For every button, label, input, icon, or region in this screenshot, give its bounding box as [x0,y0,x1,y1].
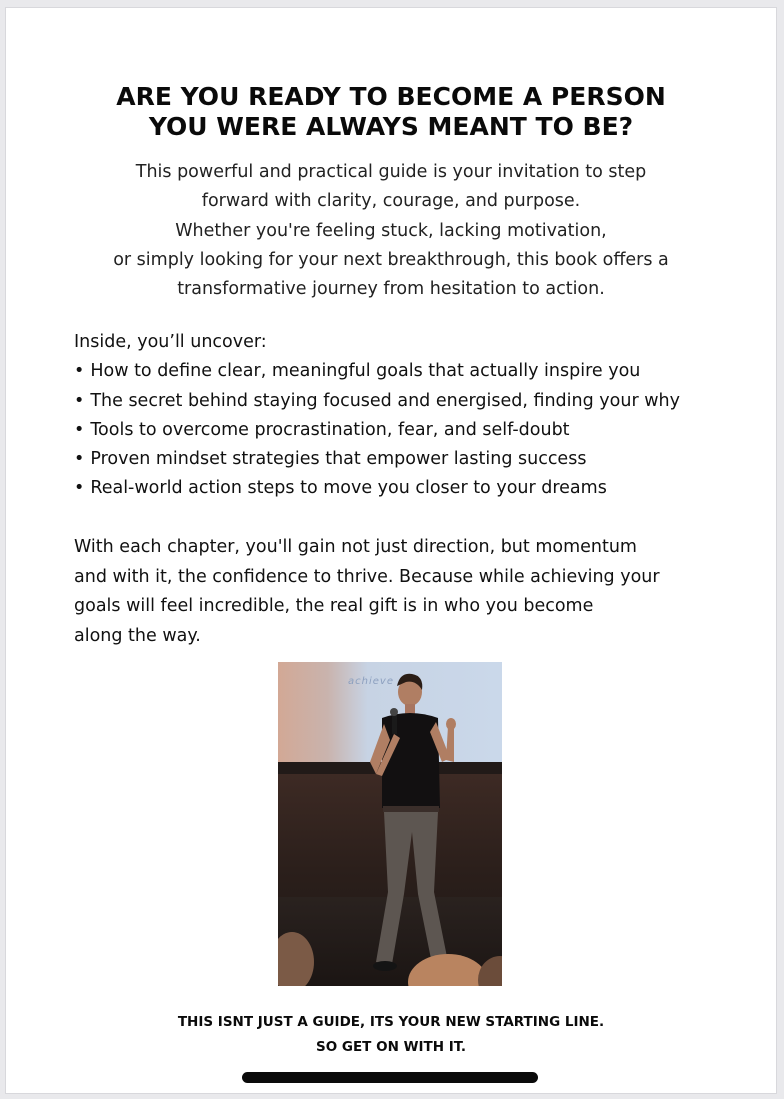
closing-tagline [6,1010,776,1060]
speaker-photo [278,662,502,986]
closing-line: With each chapter, you'll gain not just direction, but momentum [74,537,637,557]
speaker-figure [278,662,502,986]
closing-line: goals will feel incredible, the real gift is in who you become [74,596,594,616]
list-item: • The secret behind staying focused and energised, finding your why [74,387,764,416]
intro-line: or simply looking for your next breakthrough, this book offers a [113,249,669,270]
headline-line-1: ARE YOU READY TO BECOME A PERSON [116,82,666,111]
intro-line: transformative journey from hesitation to action. [177,279,605,300]
closing-line: along the way. [74,625,201,646]
page-headline [6,82,776,142]
intro-line: forward with clarity, courage, and purpose. [201,191,581,212]
list-item: • How to define clear, meaningful goals that actually inspire you [74,357,764,386]
intro-line: Whether you're feeling stuck, lacking motivation, [175,220,607,241]
list-item: • Real-world action steps to move you closer to your dreams [74,474,764,503]
document-page [6,8,776,1093]
intro-paragraph [6,158,776,304]
uncover-section [74,328,764,504]
tagline-line-2: SO GET ON WITH IT. [315,1039,467,1055]
list-item: • Proven mindset strategies that empower lasting success [74,445,764,474]
closing-paragraph [74,533,764,651]
headline-line-2: YOU WERE ALWAYS MEANT TO BE? [148,112,634,141]
closing-line: and with it, the confidence to thrive. Because while achieving your [74,566,660,587]
uncover-lead: Inside, you’ll uncover: [74,332,267,352]
photo-screen-text: achieve [348,676,394,687]
tagline-line-1: THIS ISNT JUST A GUIDE, ITS YOUR NEW STARTING LINE. [177,1014,605,1030]
uncover-list [74,357,764,503]
list-item: • Tools to overcome procrastination, fear, and self-doubt [74,416,764,445]
intro-line: This powerful and practical guide is your invitation to step [135,162,647,182]
home-indicator-bar[interactable] [242,1072,538,1083]
